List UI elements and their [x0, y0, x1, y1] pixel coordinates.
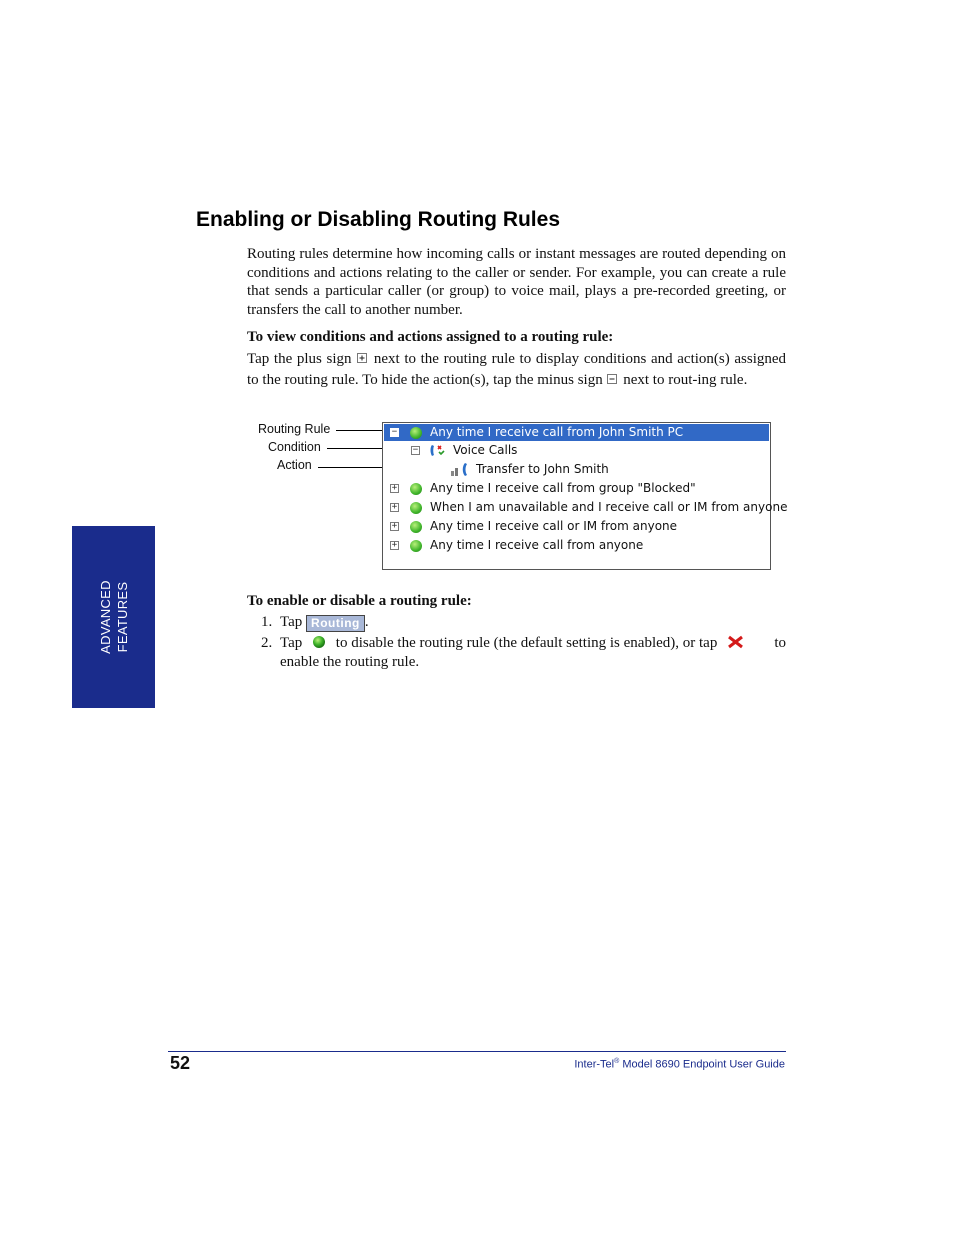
rule-label: Any time I receive call from John Smith PC: [430, 425, 684, 439]
registered-mark: ®: [614, 1058, 620, 1065]
routing-rules-tree[interactable]: [382, 422, 788, 570]
step-1-number: 1.: [261, 614, 273, 630]
step-2-text-a: Tap: [280, 635, 303, 651]
side-tab-line-2: FEATURES: [114, 581, 130, 653]
enabled-rule-icon[interactable]: [410, 521, 422, 533]
footer-divider: [168, 1051, 786, 1052]
view-text-1: Tap the plus sign: [247, 351, 352, 367]
rule-label: When I am unavailable and I receive call or IM from anyone: [430, 500, 788, 514]
transfer-icon: [450, 462, 472, 482]
step-2: [261, 635, 786, 654]
footer-brand: Inter-Tel: [574, 1058, 615, 1071]
footer-guide-title: [574, 1058, 785, 1071]
leader-line-routing-rule: [336, 430, 385, 431]
expand-icon[interactable]: +: [391, 540, 398, 550]
tree-row-action[interactable]: [384, 461, 769, 478]
callout-condition: Condition: [268, 440, 321, 454]
tree-row-rule[interactable]: [384, 537, 769, 554]
callout-action: Action: [277, 458, 312, 472]
page-title: Enabling or Disabling Routing Rules: [196, 208, 561, 231]
section-side-tab: [72, 526, 155, 708]
collapse-icon[interactable]: −: [412, 445, 419, 455]
view-text-3: next to rout-ing rule.: [623, 371, 748, 388]
enabled-rule-icon: [312, 635, 326, 654]
routing-button[interactable]: Routing: [306, 615, 365, 632]
plus-sign-icon: [356, 352, 369, 371]
step-2-text-b: to disable the routing rule (the default setting is enabled), or tap: [335, 635, 718, 651]
tree-row-rule[interactable]: [384, 480, 769, 497]
disabled-rule-icon: [727, 635, 744, 654]
expand-icon[interactable]: +: [391, 483, 398, 493]
enable-section-label: To enable or disable a routing rule:: [247, 593, 472, 609]
enabled-rule-icon[interactable]: [410, 502, 422, 514]
step-2-text-c: to: [774, 635, 786, 651]
tree-row-condition[interactable]: [384, 442, 769, 459]
tree-row-rule[interactable]: [384, 518, 769, 535]
expand-icon[interactable]: +: [391, 502, 398, 512]
step-2-number: 2.: [261, 635, 273, 651]
collapse-icon[interactable]: −: [391, 427, 398, 437]
view-text-2: next to the routing rule to display conditions and action(s) assigned to the routing rule. To hide the action(s), tap the minus sign: [247, 351, 787, 388]
intro-paragraph: Routing rules determine how incoming calls or instant messages are routed depending on conditions and actions relating to the caller or sender. For example, you can create a rule that sends a particular caller (or group) to voice mail, plays a pre-recorded greeting, or transfers the call to another number.: [247, 246, 786, 319]
step-2-continued: enable the routing rule.: [280, 654, 420, 670]
callout-routing-rule: Routing Rule: [258, 422, 331, 436]
voice-call-icon: [429, 443, 447, 463]
minus-sign-icon: [606, 373, 619, 392]
condition-label: Voice Calls: [453, 443, 518, 457]
view-section-label: To view conditions and actions assigned to a routing rule:: [247, 329, 614, 345]
tree-row-rule[interactable]: [384, 499, 788, 516]
rule-label: Any time I receive call from anyone: [430, 538, 644, 552]
enabled-rule-icon[interactable]: [410, 427, 422, 439]
rule-label: Any time I receive call or IM from anyone: [430, 519, 678, 533]
step-1-text: Tap: [280, 614, 303, 630]
view-section-paragraph: [247, 350, 786, 391]
rule-label: Any time I receive call from group "Blocked": [430, 481, 696, 495]
enabled-rule-icon[interactable]: [410, 540, 422, 552]
enabled-rule-icon[interactable]: [410, 483, 422, 495]
expand-icon[interactable]: +: [391, 521, 398, 531]
side-tab-line-1: ADVANCED: [97, 580, 113, 654]
page-number: 52: [170, 1053, 191, 1073]
side-tab-label: [97, 580, 131, 654]
tree-row-selected-rule[interactable]: [384, 424, 769, 441]
step-1: 1. Tap Routing .: [261, 614, 369, 630]
action-label: Transfer to John Smith: [476, 462, 609, 476]
footer-title: Model 8690 Endpoint User Guide: [622, 1058, 785, 1071]
